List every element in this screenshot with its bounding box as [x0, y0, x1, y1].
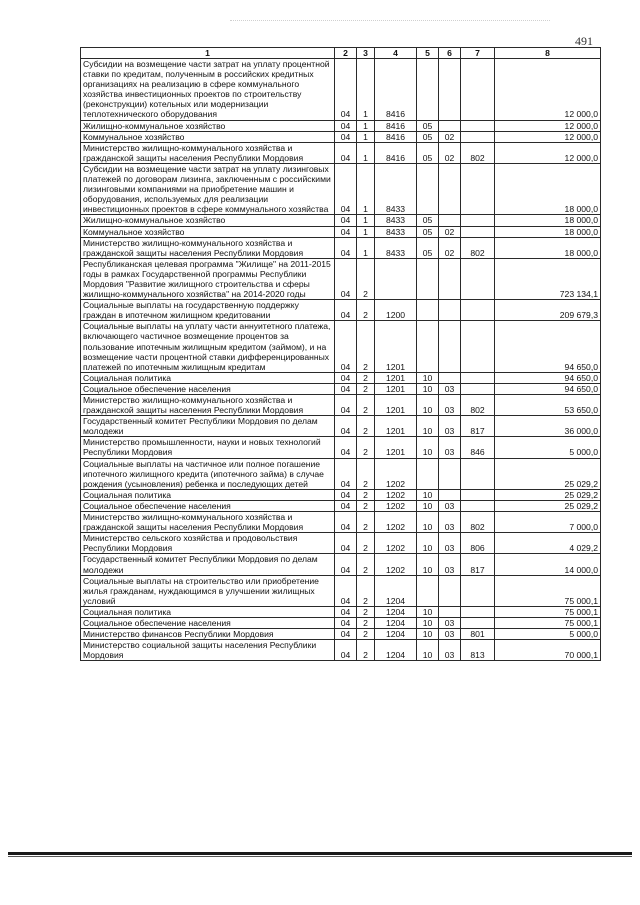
- code-col-5-cell: 10: [417, 500, 439, 511]
- row-name-cell: Социальное обеспечение населения: [81, 500, 335, 511]
- code-col-3-cell: 2: [357, 575, 375, 606]
- code-col-5-cell: 05: [417, 226, 439, 237]
- table-row: [81, 383, 601, 394]
- row-name-cell: Министерство жилищно-коммунального хозяйства и гражданской защиты населения Республики Мордовия: [81, 395, 335, 416]
- code-col-4-cell: 8433: [375, 215, 417, 226]
- code-col-5-cell: [417, 59, 439, 121]
- row-name-cell: Министерство жилищно-коммунального хозяйства и гражданской защиты населения Республики Мордовия: [81, 142, 335, 163]
- amount-cell: 7 000,0: [495, 512, 601, 533]
- code-col-4-cell: 1202: [375, 554, 417, 575]
- code-col-5-cell: 10: [417, 533, 439, 554]
- code-col-3-cell: 2: [357, 606, 375, 617]
- amount-cell: 25 029,2: [495, 458, 601, 489]
- table-row: [81, 458, 601, 489]
- code-col-4-cell: 1201: [375, 437, 417, 458]
- row-name-cell: Министерство социальной защиты населения Республики Мордовия: [81, 640, 335, 661]
- code-col-6-cell: 03: [439, 500, 461, 511]
- code-col-7-cell: 813: [461, 640, 495, 661]
- table-row: [81, 131, 601, 142]
- code-col-6-cell: 03: [439, 533, 461, 554]
- code-col-4-cell: 1204: [375, 575, 417, 606]
- code-col-7-cell: [461, 258, 495, 299]
- code-col-3-cell: 1: [357, 226, 375, 237]
- table-row: [81, 575, 601, 606]
- code-col-3-cell: 2: [357, 258, 375, 299]
- column-header-1: 1: [81, 48, 335, 59]
- code-col-5-cell: 10: [417, 640, 439, 661]
- scan-artifact-line: [230, 20, 550, 21]
- row-name-cell: Министерство жилищно-коммунального хозяйства и гражданской защиты населения Республики Мордовия: [81, 237, 335, 258]
- code-col-7-cell: 802: [461, 395, 495, 416]
- code-col-6-cell: [439, 489, 461, 500]
- code-col-2-cell: 04: [335, 533, 357, 554]
- code-col-4-cell: 1202: [375, 512, 417, 533]
- code-col-2-cell: 04: [335, 489, 357, 500]
- amount-cell: 12 000,0: [495, 120, 601, 131]
- code-col-7-cell: [461, 617, 495, 628]
- code-col-6-cell: 02: [439, 226, 461, 237]
- code-col-4-cell: 1204: [375, 629, 417, 640]
- code-col-7-cell: [461, 606, 495, 617]
- code-col-3-cell: 1: [357, 237, 375, 258]
- code-col-3-cell: 2: [357, 321, 375, 372]
- code-col-2-cell: 04: [335, 383, 357, 394]
- table-header-row: [81, 48, 601, 59]
- code-col-3-cell: 2: [357, 395, 375, 416]
- table-row: [81, 500, 601, 511]
- code-col-6-cell: [439, 321, 461, 372]
- table-row: [81, 142, 601, 163]
- amount-cell: 12 000,0: [495, 59, 601, 121]
- row-name-cell: Министерство жилищно-коммунального хозяйства и гражданской защиты населения Республики Мордовия: [81, 512, 335, 533]
- code-col-2-cell: 04: [335, 258, 357, 299]
- code-col-7-cell: 817: [461, 554, 495, 575]
- code-col-6-cell: [439, 575, 461, 606]
- column-header-8: 8: [495, 48, 601, 59]
- table-row: [81, 258, 601, 299]
- code-col-2-cell: 04: [335, 142, 357, 163]
- code-col-6-cell: [439, 215, 461, 226]
- code-col-7-cell: [461, 372, 495, 383]
- code-col-2-cell: 04: [335, 120, 357, 131]
- code-col-5-cell: 10: [417, 512, 439, 533]
- code-col-4-cell: 1200: [375, 300, 417, 321]
- amount-cell: 12 000,0: [495, 142, 601, 163]
- code-col-2-cell: 04: [335, 163, 357, 214]
- code-col-5-cell: 10: [417, 437, 439, 458]
- code-col-5-cell: 10: [417, 489, 439, 500]
- row-name-cell: Социальные выплаты на уплату части аннуитетного платежа, включающего частичное возмещение процентов за пользование ипотечным жилищным кредитом (займом), и на возмещение части процентной ставки дифференцированных платежей по ипотечным жилищным кредитам: [81, 321, 335, 372]
- code-col-4-cell: 1201: [375, 372, 417, 383]
- code-col-6-cell: [439, 258, 461, 299]
- amount-cell: 723 134,1: [495, 258, 601, 299]
- row-name-cell: Государственный комитет Республики Мордовия по делам молодежи: [81, 554, 335, 575]
- code-col-7-cell: 802: [461, 142, 495, 163]
- code-col-2-cell: 04: [335, 617, 357, 628]
- table-row: [81, 120, 601, 131]
- code-col-5-cell: [417, 163, 439, 214]
- table-row: [81, 226, 601, 237]
- table-row: [81, 629, 601, 640]
- code-col-6-cell: 02: [439, 142, 461, 163]
- table-row: [81, 321, 601, 372]
- code-col-2-cell: 04: [335, 500, 357, 511]
- amount-cell: 75 000,1: [495, 617, 601, 628]
- code-col-4-cell: 1202: [375, 489, 417, 500]
- code-col-6-cell: 02: [439, 131, 461, 142]
- code-col-5-cell: 05: [417, 215, 439, 226]
- code-col-5-cell: [417, 321, 439, 372]
- code-col-2-cell: 04: [335, 575, 357, 606]
- code-col-3-cell: 2: [357, 533, 375, 554]
- code-col-2-cell: 04: [335, 59, 357, 121]
- code-col-6-cell: 03: [439, 640, 461, 661]
- code-col-6-cell: 03: [439, 416, 461, 437]
- code-col-2-cell: 04: [335, 300, 357, 321]
- amount-cell: 70 000,1: [495, 640, 601, 661]
- code-col-3-cell: 2: [357, 300, 375, 321]
- code-col-5-cell: 10: [417, 395, 439, 416]
- code-col-3-cell: 2: [357, 372, 375, 383]
- code-col-6-cell: [439, 372, 461, 383]
- code-col-4-cell: 1202: [375, 500, 417, 511]
- footer-divider: [8, 852, 632, 855]
- code-col-6-cell: [439, 163, 461, 214]
- amount-cell: 5 000,0: [495, 437, 601, 458]
- code-col-7-cell: [461, 458, 495, 489]
- code-col-4-cell: 8416: [375, 142, 417, 163]
- amount-cell: 18 000,0: [495, 237, 601, 258]
- code-col-4-cell: [375, 258, 417, 299]
- column-header-6: 6: [439, 48, 461, 59]
- table-row: [81, 163, 601, 214]
- code-col-4-cell: 1201: [375, 416, 417, 437]
- code-col-2-cell: 04: [335, 215, 357, 226]
- code-col-7-cell: [461, 131, 495, 142]
- code-col-2-cell: 04: [335, 640, 357, 661]
- code-col-5-cell: 05: [417, 237, 439, 258]
- amount-cell: 94 650,0: [495, 383, 601, 394]
- code-col-5-cell: 05: [417, 120, 439, 131]
- row-name-cell: Социальная политика: [81, 489, 335, 500]
- code-col-5-cell: 10: [417, 383, 439, 394]
- amount-cell: 25 029,2: [495, 500, 601, 511]
- code-col-6-cell: [439, 59, 461, 121]
- row-name-cell: Министерство сельского хозяйства и продовольствия Республики Мордовия: [81, 533, 335, 554]
- code-col-4-cell: 8416: [375, 59, 417, 121]
- row-name-cell: Субсидии на возмещение части затрат на уплату процентной ставки по кредитам, полученным в российских кредитных организациях на реализацию в сфере коммунального хозяйства инвестиционных проектов по строительству (реконструкции) котельных или модернизации теплотехнического оборудования: [81, 59, 335, 121]
- code-col-7-cell: [461, 163, 495, 214]
- code-col-4-cell: 1201: [375, 395, 417, 416]
- code-col-7-cell: [461, 226, 495, 237]
- amount-cell: 75 000,1: [495, 606, 601, 617]
- code-col-4-cell: 1201: [375, 383, 417, 394]
- code-col-6-cell: 03: [439, 395, 461, 416]
- code-col-7-cell: [461, 59, 495, 121]
- code-col-5-cell: 10: [417, 617, 439, 628]
- code-col-4-cell: 1202: [375, 458, 417, 489]
- code-col-2-cell: 04: [335, 416, 357, 437]
- amount-cell: 94 650,0: [495, 372, 601, 383]
- row-name-cell: Государственный комитет Республики Мордовия по делам молодежи: [81, 416, 335, 437]
- table-body: [81, 59, 601, 661]
- code-col-6-cell: [439, 458, 461, 489]
- code-col-3-cell: 1: [357, 215, 375, 226]
- code-col-2-cell: 04: [335, 237, 357, 258]
- code-col-5-cell: 05: [417, 142, 439, 163]
- code-col-5-cell: 10: [417, 606, 439, 617]
- code-col-5-cell: 10: [417, 372, 439, 383]
- code-col-5-cell: 10: [417, 629, 439, 640]
- code-col-4-cell: 8433: [375, 163, 417, 214]
- amount-cell: 209 679,3: [495, 300, 601, 321]
- budget-table: [80, 47, 601, 661]
- code-col-3-cell: 2: [357, 617, 375, 628]
- table-row: [81, 606, 601, 617]
- row-name-cell: Жилищно-коммунальное хозяйство: [81, 120, 335, 131]
- page-number: 491: [575, 34, 593, 48]
- row-name-cell: Субсидии на возмещение части затрат на уплату лизинговых платежей по договорам лизинга, заключенным с российскими лизинговыми компаниями на приобретение машин и оборудования, используемых для реализации инвестиционных проектов в сфере коммунального хозяйства: [81, 163, 335, 214]
- code-col-5-cell: [417, 458, 439, 489]
- table-row: [81, 533, 601, 554]
- code-col-3-cell: 2: [357, 512, 375, 533]
- code-col-2-cell: 04: [335, 372, 357, 383]
- code-col-5-cell: [417, 575, 439, 606]
- column-header-2: 2: [335, 48, 357, 59]
- column-header-3: 3: [357, 48, 375, 59]
- code-col-6-cell: 03: [439, 437, 461, 458]
- code-col-6-cell: 03: [439, 554, 461, 575]
- amount-cell: 4 029,2: [495, 533, 601, 554]
- table-row: [81, 59, 601, 121]
- code-col-4-cell: 8433: [375, 237, 417, 258]
- code-col-3-cell: 2: [357, 629, 375, 640]
- code-col-7-cell: [461, 500, 495, 511]
- code-col-5-cell: 10: [417, 554, 439, 575]
- table-row: [81, 416, 601, 437]
- table-row: [81, 215, 601, 226]
- row-name-cell: Социальные выплаты на государственную поддержку граждан в ипотечном жилищном кредитовании: [81, 300, 335, 321]
- row-name-cell: Министерство финансов Республики Мордовия: [81, 629, 335, 640]
- row-name-cell: Социальная политика: [81, 606, 335, 617]
- code-col-3-cell: 2: [357, 500, 375, 511]
- code-col-7-cell: [461, 321, 495, 372]
- table-row: [81, 617, 601, 628]
- code-col-7-cell: [461, 215, 495, 226]
- row-name-cell: Коммунальное хозяйство: [81, 226, 335, 237]
- code-col-6-cell: [439, 606, 461, 617]
- amount-cell: 14 000,0: [495, 554, 601, 575]
- code-col-4-cell: 1202: [375, 533, 417, 554]
- amount-cell: 36 000,0: [495, 416, 601, 437]
- code-col-2-cell: 04: [335, 458, 357, 489]
- table-row: [81, 437, 601, 458]
- code-col-6-cell: 03: [439, 629, 461, 640]
- code-col-6-cell: 03: [439, 617, 461, 628]
- row-name-cell: Социальное обеспечение населения: [81, 383, 335, 394]
- code-col-7-cell: [461, 300, 495, 321]
- code-col-4-cell: 8416: [375, 120, 417, 131]
- code-col-3-cell: 2: [357, 554, 375, 575]
- row-name-cell: Коммунальное хозяйство: [81, 131, 335, 142]
- code-col-2-cell: 04: [335, 395, 357, 416]
- column-header-5: 5: [417, 48, 439, 59]
- code-col-7-cell: 801: [461, 629, 495, 640]
- table-row: [81, 395, 601, 416]
- code-col-2-cell: 04: [335, 606, 357, 617]
- amount-cell: 5 000,0: [495, 629, 601, 640]
- column-header-7: 7: [461, 48, 495, 59]
- code-col-5-cell: 05: [417, 131, 439, 142]
- code-col-4-cell: 1204: [375, 617, 417, 628]
- code-col-3-cell: 2: [357, 640, 375, 661]
- code-col-4-cell: 8416: [375, 131, 417, 142]
- code-col-2-cell: 04: [335, 629, 357, 640]
- amount-cell: 53 650,0: [495, 395, 601, 416]
- code-col-2-cell: 04: [335, 321, 357, 372]
- row-name-cell: Социальные выплаты на строительство или приобретение жилья гражданам, нуждающимся в улучшении жилищных условий: [81, 575, 335, 606]
- amount-cell: 12 000,0: [495, 131, 601, 142]
- row-name-cell: Жилищно-коммунальное хозяйство: [81, 215, 335, 226]
- code-col-5-cell: [417, 258, 439, 299]
- code-col-7-cell: [461, 120, 495, 131]
- code-col-4-cell: 1204: [375, 640, 417, 661]
- code-col-7-cell: 806: [461, 533, 495, 554]
- footer-divider-thin: [8, 856, 632, 857]
- code-col-4-cell: 1204: [375, 606, 417, 617]
- amount-cell: 18 000,0: [495, 163, 601, 214]
- code-col-7-cell: [461, 575, 495, 606]
- code-col-4-cell: 8433: [375, 226, 417, 237]
- code-col-3-cell: 2: [357, 416, 375, 437]
- table-row: [81, 237, 601, 258]
- code-col-3-cell: 1: [357, 163, 375, 214]
- code-col-2-cell: 04: [335, 512, 357, 533]
- code-col-7-cell: 846: [461, 437, 495, 458]
- table-row: [81, 300, 601, 321]
- code-col-2-cell: 04: [335, 554, 357, 575]
- table-row: [81, 512, 601, 533]
- amount-cell: 94 650,0: [495, 321, 601, 372]
- row-name-cell: Министерство промышленности, науки и новых технологий Республики Мордовия: [81, 437, 335, 458]
- table-row: [81, 372, 601, 383]
- code-col-3-cell: 2: [357, 458, 375, 489]
- code-col-3-cell: 1: [357, 59, 375, 121]
- code-col-2-cell: 04: [335, 131, 357, 142]
- code-col-2-cell: 04: [335, 437, 357, 458]
- code-col-7-cell: 817: [461, 416, 495, 437]
- code-col-7-cell: [461, 383, 495, 394]
- table-row: [81, 554, 601, 575]
- code-col-5-cell: [417, 300, 439, 321]
- code-col-6-cell: 02: [439, 237, 461, 258]
- row-name-cell: Социальное обеспечение населения: [81, 617, 335, 628]
- code-col-7-cell: [461, 489, 495, 500]
- amount-cell: 18 000,0: [495, 215, 601, 226]
- code-col-3-cell: 1: [357, 131, 375, 142]
- row-name-cell: Социальная политика: [81, 372, 335, 383]
- code-col-7-cell: 802: [461, 512, 495, 533]
- code-col-3-cell: 2: [357, 489, 375, 500]
- code-col-7-cell: 802: [461, 237, 495, 258]
- code-col-6-cell: 03: [439, 383, 461, 394]
- table-row: [81, 489, 601, 500]
- amount-cell: 25 029,2: [495, 489, 601, 500]
- code-col-3-cell: 1: [357, 120, 375, 131]
- row-name-cell: Социальные выплаты на частичное или полное погашение ипотечного жилищного кредита (ипотечного займа) в случае рождения (усыновления) ребенка и последующих детей: [81, 458, 335, 489]
- code-col-3-cell: 2: [357, 437, 375, 458]
- code-col-6-cell: 03: [439, 512, 461, 533]
- column-header-4: 4: [375, 48, 417, 59]
- code-col-6-cell: [439, 300, 461, 321]
- code-col-3-cell: 1: [357, 142, 375, 163]
- code-col-2-cell: 04: [335, 226, 357, 237]
- code-col-3-cell: 2: [357, 383, 375, 394]
- code-col-4-cell: 1201: [375, 321, 417, 372]
- table-row: [81, 640, 601, 661]
- code-col-6-cell: [439, 120, 461, 131]
- row-name-cell: Республиканская целевая программа "Жилище" на 2011-2015 годы в рамках Государственной программы Республики Мордовия "Развитие жилищного строительства и сферы жилищно-коммунального хозяйства" на 2014-2020 годы: [81, 258, 335, 299]
- amount-cell: 75 000,1: [495, 575, 601, 606]
- code-col-5-cell: 10: [417, 416, 439, 437]
- amount-cell: 18 000,0: [495, 226, 601, 237]
